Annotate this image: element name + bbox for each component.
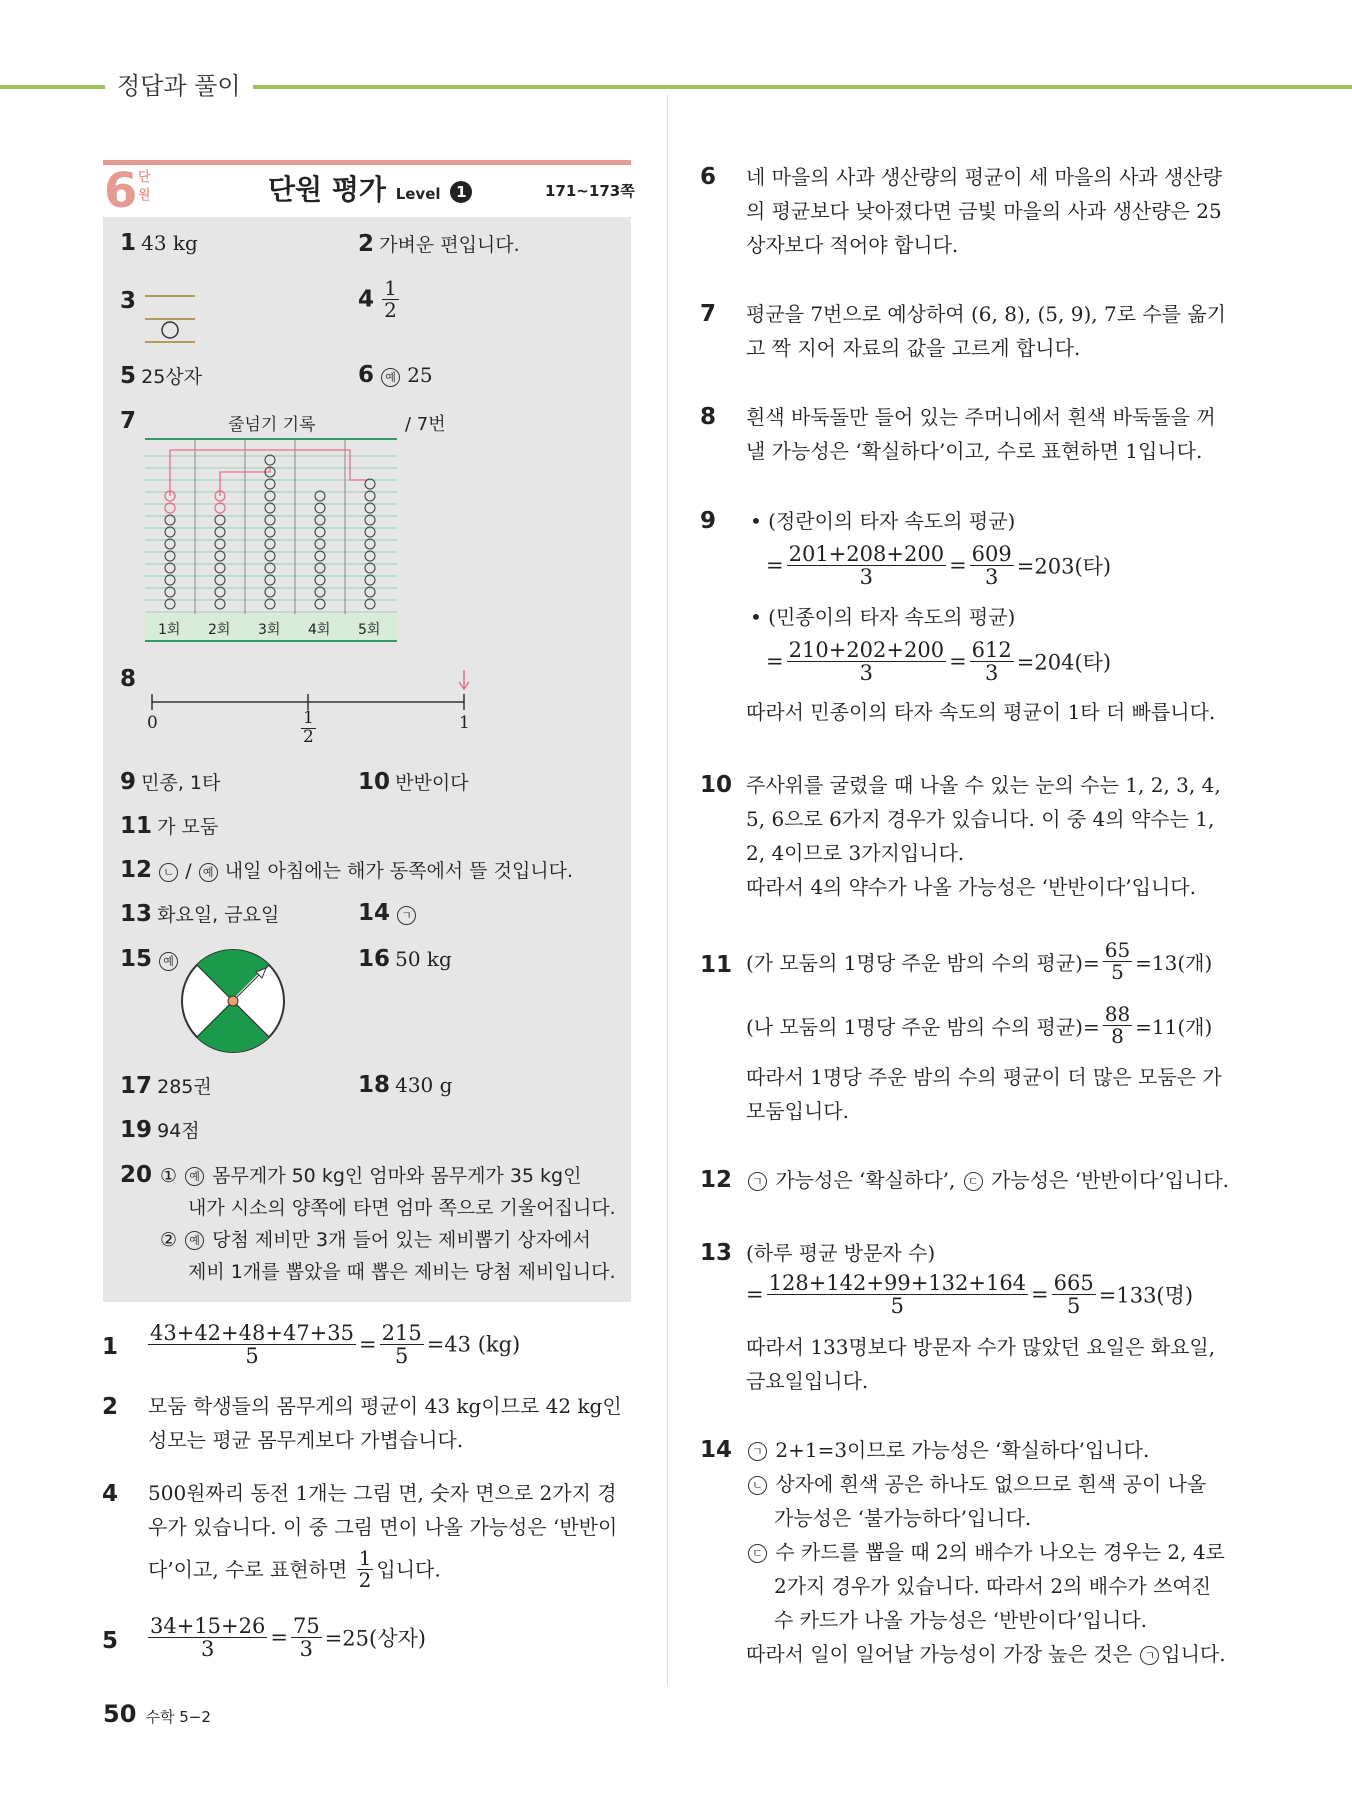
answer-text: 가 모둠 [157, 816, 219, 838]
answer-text: 가벼운 편입니다. [379, 234, 520, 256]
answer-text: 내일 아침에는 해가 동쪽에서 뜰 것입니다. [224, 860, 574, 882]
solution-11-text [746, 1060, 1246, 1128]
answer-num: 18 [358, 1072, 391, 1098]
answer-2 [358, 230, 520, 257]
answer-text: 50 kg [395, 947, 452, 971]
table-title: 줄넘기 기록 [228, 415, 316, 435]
page-number: 50 [103, 1700, 137, 1728]
solution-4-num: 4 [102, 1481, 119, 1507]
answer-text: 반반이다 [395, 772, 469, 794]
answer-text: 민종, 1타 [141, 772, 221, 794]
answer-num: 1 [120, 230, 137, 256]
choice-mark: ㄱ [1140, 1646, 1159, 1665]
solution-9-equation-2: = $\frac{210+202+200}{3}$ = $\frac{612}{3}$ =204(타) [766, 638, 1112, 686]
answer-3-figure [140, 290, 200, 348]
solution-12-text: ㄱ 가능성은 ‘확실하다’, ㄷ 가능성은 ‘반반이다’입니다. [746, 1163, 1229, 1197]
number-line-zero: 0 [147, 713, 158, 733]
unit-tag-1: 단 [138, 170, 151, 185]
solution-line: 가능성은 ‘불가능하다’입니다. [774, 1506, 1032, 1530]
level-label: Level [395, 185, 441, 203]
unit-title-text: 단원 평가 [268, 173, 386, 206]
solution-11-equation-1: (가 모둠의 1명당 주운 밤의 수의 평균)= $\frac{65}{5}$ =13(개) [746, 938, 1213, 984]
separator: / [185, 860, 192, 882]
solution-1-num: 1 [102, 1334, 119, 1360]
fraction: $\frac{609}{3}$ [971, 542, 1012, 590]
solution-7-text [746, 297, 1246, 365]
solution-5-equation [145, 1615, 426, 1660]
fraction: $\frac{34+15+26}{3}$ [150, 1614, 266, 1662]
fraction: $\frac{65}{5}$ [1104, 938, 1131, 984]
answer-16 [358, 946, 452, 972]
solution-9-num: 9 [700, 508, 717, 534]
answer-fraction: $\frac{1}{2}$ [384, 276, 397, 322]
header-title: 정답과 풀이 [105, 70, 253, 102]
solution-11-num: 11 [700, 952, 733, 978]
answer-7-num: 7 [120, 408, 137, 434]
solution-13-text [746, 1330, 1246, 1398]
number-line [146, 664, 476, 710]
answer-num: 9 [120, 769, 137, 795]
choice-mark: ㄱ [748, 1442, 767, 1461]
solution-6-text [746, 160, 1246, 262]
fraction: $\frac{128+142+99+132+164}{5}$ [768, 1271, 1027, 1319]
part-index: ② [160, 1229, 178, 1251]
table-col-label: 1회 [158, 622, 181, 638]
answer-17 [120, 1072, 212, 1099]
solution-line: 2, 4이므로 3가지입니다. [746, 841, 965, 865]
solution-line: 모둠입니다. [746, 1099, 849, 1123]
fraction: $\frac{75}{3}$ [292, 1614, 320, 1662]
result: =43 (kg) [426, 1332, 521, 1357]
number-line-one: 1 [459, 713, 470, 733]
answer-text: 25상자 [141, 366, 202, 388]
choice-mark: ㄷ [964, 1172, 983, 1191]
answer-10 [358, 768, 469, 795]
example-mark: 예 [159, 952, 178, 971]
answer-line: 내가 시소의 양쪽에 타면 엄마 쪽으로 기울어집니다. [188, 1197, 616, 1219]
answer-4 [358, 278, 402, 321]
footer [103, 1700, 211, 1728]
answer-num: 12 [120, 857, 153, 883]
answer-20-num: 20 [120, 1162, 153, 1188]
solution-9-conclusion: 따라서 민종이의 타자 속도의 평균이 1타 더 빠릅니다. [746, 700, 1216, 724]
fraction: $\frac{215}{5}$ [381, 1321, 422, 1369]
solution-line: 성모는 평균 몸무게보다 가볍습니다. [148, 1428, 464, 1452]
number-line-half: $\frac{1}{2}$ [303, 708, 314, 747]
solution-9-bullet-1: • (정란이의 타자 속도의 평균) [750, 509, 1016, 533]
solution-line: 금요일입니다. [746, 1369, 869, 1393]
answer-13 [120, 900, 279, 927]
solution-9-equation-1: = $\frac{201+208+200}{3}$ = $\frac{609}{3}$ =203(타) [766, 542, 1112, 590]
choice-mark: ㄴ [159, 863, 178, 882]
example-mark: 예 [185, 1167, 204, 1186]
book-title: 수학 5−2 [145, 1708, 211, 1726]
solution-line: 따라서 1명당 주운 밤의 수의 평균이 더 많은 모둠은 가 [746, 1065, 1222, 1089]
answer-3-num: 3 [120, 288, 137, 314]
solution-13-equation: = $\frac{128+142+99+132+164}{5}$ = $\frac{665}{5}$ =133(명) [746, 1271, 1194, 1319]
answer-num: 16 [358, 946, 391, 972]
solution-14-num: 14 [700, 1437, 733, 1463]
solution-1-equation [145, 1322, 520, 1367]
solution-line: 따라서 4의 약수가 나올 가능성은 ‘반반이다’입니다. [746, 875, 1196, 899]
unit-number: 6 [104, 163, 138, 219]
fraction: $\frac{665}{5}$ [1053, 1271, 1094, 1319]
equals: = [270, 1625, 288, 1650]
answer-line: 당첨 제비만 3개 들어 있는 제비뽑기 상자에서 [212, 1229, 591, 1251]
solution-13-label: (하루 평균 방문자 수) [746, 1241, 936, 1265]
solution-line: 흰색 바둑돌만 들어 있는 주머니에서 흰색 바둑돌을 꺼 [746, 405, 1216, 429]
column-divider [667, 95, 668, 1685]
fraction: $\frac{210+202+200}{3}$ [788, 638, 945, 686]
answer-num: 4 [358, 286, 375, 313]
answer-text: 화요일, 금요일 [157, 904, 280, 926]
table-col-label: 2회 [208, 622, 231, 638]
answer-text: 285권 [157, 1076, 212, 1098]
answer-1 [120, 230, 198, 256]
answer-num: 11 [120, 813, 153, 839]
spinner-figure [178, 946, 288, 1056]
solution-line: 수 카드가 나올 가능성은 ‘반반이다’입니다. [774, 1608, 1147, 1632]
solution-line: 모둠 학생들의 몸무게의 평균이 43 kg이므로 42 kg인 [148, 1394, 622, 1418]
choice-mark: ㄱ [397, 906, 416, 925]
answer-text: 430 g [395, 1073, 453, 1097]
solution-7-num: 7 [700, 301, 717, 327]
solution-2-num: 2 [102, 1394, 119, 1420]
solution-4-text [148, 1476, 638, 1591]
solution-line: 의 평균보다 낮아졌다면 금빛 마을의 사과 생산량은 25 [746, 199, 1222, 223]
answer-num: 17 [120, 1073, 153, 1099]
solution-line: 네 마을의 사과 생산량의 평균이 세 마을의 사과 생산량 [746, 165, 1222, 189]
level-badge: 1 [450, 181, 472, 203]
choice-mark: ㄴ [748, 1476, 767, 1495]
answer-num: 15 [120, 946, 153, 972]
answer-20-part-2 [160, 1224, 616, 1288]
solution-line: ㄱ 2+1=3이므로 가능성은 ‘확실하다’입니다. [746, 1433, 1266, 1467]
answer-20-part-1 [160, 1160, 616, 1224]
answer-num: 19 [120, 1117, 153, 1143]
solution-10-text [746, 768, 1246, 904]
answer-text: 94점 [157, 1120, 200, 1142]
result: =25(상자) [324, 1626, 426, 1651]
answer-num: 5 [120, 363, 137, 389]
solution-14-text [746, 1433, 1266, 1671]
table-col-label: 5회 [358, 622, 381, 638]
solution-line: 평균을 7번으로 예상하여 (6, 8), (5, 9), 7로 수를 옮기 [746, 302, 1227, 326]
unit-pages: 171~173쪽 [545, 182, 635, 200]
unit-title [268, 172, 472, 212]
example-mark: 예 [185, 1231, 204, 1250]
answer-text: 43 kg [141, 231, 198, 255]
solution-line: 주사위를 굴렸을 때 나올 수 있는 눈의 수는 1, 2, 3, 4, [746, 773, 1221, 797]
answer-num: 14 [358, 900, 391, 926]
solution-line: 2가지 경우가 있습니다. 따라서 2의 배수가 쓰여진 [774, 1574, 1212, 1598]
solution-8-num: 8 [700, 404, 717, 430]
solution-2-text [148, 1389, 638, 1457]
solution-line: 따라서 133명보다 방문자 수가 많았던 요일은 화요일, [746, 1335, 1216, 1359]
answer-18 [358, 1072, 452, 1098]
answer-num: 13 [120, 901, 153, 927]
solution-11-equation-2: (나 모둠의 1명당 주운 밤의 수의 평균)= $\frac{88}{8}$ =11(개) [746, 1002, 1213, 1048]
answer-num: 2 [358, 231, 375, 257]
answer-text: 25 [407, 363, 433, 387]
fraction: $\frac{1}{2}$ [358, 1546, 372, 1592]
choice-mark: ㄷ [748, 1544, 767, 1563]
answer-5 [120, 362, 202, 389]
answer-num: 6 [358, 362, 375, 388]
answer-15 [120, 946, 180, 972]
solution-5-num: 5 [102, 1628, 119, 1654]
fraction: $\frac{201+208+200}{3}$ [788, 542, 945, 590]
solution-13-num: 13 [700, 1240, 733, 1266]
choice-mark: ㄱ [748, 1172, 767, 1191]
answer-num: 10 [358, 769, 391, 795]
solution-line: 고 짝 지어 자료의 값을 고르게 합니다. [746, 336, 1081, 360]
answer-11 [120, 812, 218, 839]
solution-line: ㄷ 수 카드를 뽑을 때 2의 배수가 나오는 경우는 2, 4로 [746, 1535, 1266, 1569]
solution-8-text [746, 400, 1246, 468]
example-mark: 예 [381, 368, 400, 387]
example-mark: 예 [199, 863, 218, 882]
solution-9-bullet-2: • (민종이의 타자 속도의 평균) [750, 605, 1016, 629]
table-col-label: 3회 [258, 622, 281, 638]
answer-line: 제비 1개를 뽑았을 때 뽑은 제비는 당첨 제비입니다. [188, 1261, 616, 1283]
unit-tag-2: 원 [138, 188, 151, 203]
solution-line: 5, 6으로 6가지 경우가 있습니다. 이 중 4의 약수는 1, [746, 807, 1215, 831]
table-col-label: 4회 [308, 622, 331, 638]
solution-line: ㄴ 상자에 흰색 공은 하나도 없으므로 흰색 공이 나올 [746, 1467, 1266, 1501]
answer-14 [358, 900, 418, 926]
solution-line: 상자보다 적어야 합니다. [746, 233, 959, 257]
answer-line: 몸무게가 50 kg인 엄마와 몸무게가 35 kg인 [212, 1165, 582, 1187]
solution-line: 다’이고, 수로 표현하면 $\frac{1}{2}$ 입니다. [148, 1546, 441, 1592]
answer-19 [120, 1116, 200, 1143]
fraction: $\frac{43+42+48+47+35}{5}$ [150, 1321, 354, 1369]
solution-6-num: 6 [700, 164, 717, 190]
solution-line: 500원짜리 동전 1개는 그림 면, 숫자 면으로 2가지 경 [148, 1481, 617, 1505]
equals: = [359, 1332, 377, 1357]
fraction: $\frac{612}{3}$ [971, 638, 1012, 686]
table-unit: / 7번 [405, 414, 446, 435]
fraction: $\frac{88}{8}$ [1104, 1002, 1131, 1048]
part-index: ① [160, 1165, 178, 1187]
answer-9 [120, 768, 220, 795]
solution-10-num: 10 [700, 772, 733, 798]
answer-8-num: 8 [120, 666, 137, 692]
solution-line: 낼 가능성은 ‘확실하다’이고, 수로 표현하면 1입니다. [746, 439, 1203, 463]
solution-12-num: 12 [700, 1167, 733, 1193]
solution-line: 따라서 일이 일어날 가능성이 가장 높은 것은 ㄱ 입니다. [746, 1642, 1226, 1666]
solution-line: 우가 있습니다. 이 중 그림 면이 나올 가능성은 ‘반반이 [148, 1515, 618, 1539]
answer-12 [120, 856, 573, 883]
rope-chart [145, 436, 397, 644]
answer-6 [358, 362, 433, 388]
